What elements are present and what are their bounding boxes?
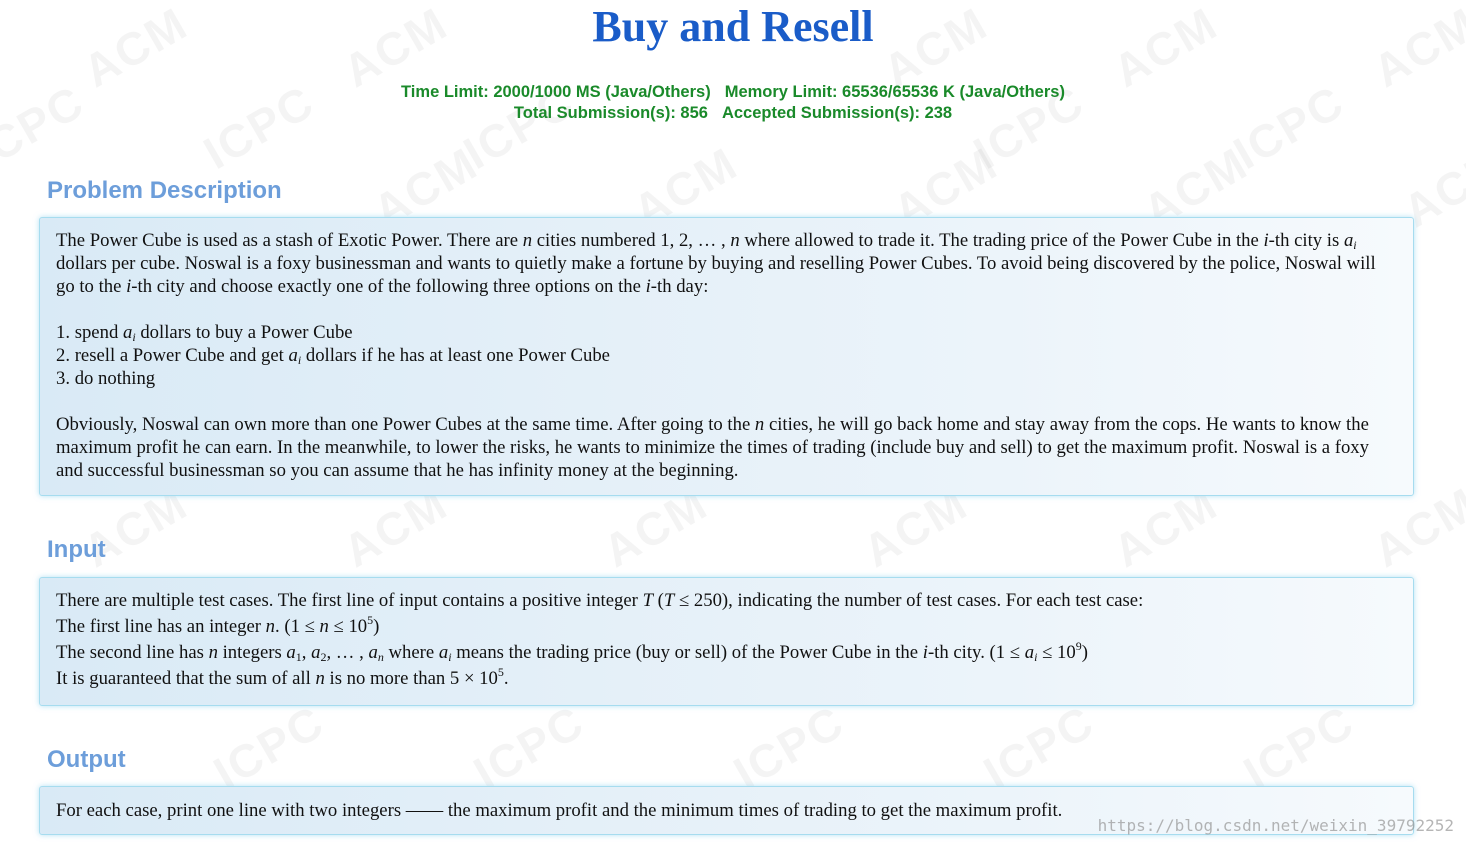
input-line-4: It is guaranteed that the sum of all n is no more than $5 \times 10^5$. — [56, 665, 509, 689]
option-3: 3. do nothing — [56, 368, 156, 389]
description-panel — [39, 217, 1414, 496]
accepted-submissions: Accepted Submission(s): 238 — [721, 104, 953, 122]
description-paragraph-1: The Power Cube is used as a stash of Exotic Power. There are n cities numbered 1, 2, … , n where allowed to trade it. The trading price of the Power Cube in the i-th city is $a_i$ dollars per cube. Noswal is a foxy businessman and wants to quietly make a fortune by buying and reselling Power Cubes. To avoid being discovered by the police, Noswal will go to the i-th city and choose exactly one of the following three options on the i-th day: — [56, 230, 1376, 297]
input-line-1: There are multiple test cases. The first line of input contains a positive integer T (T ≤ 250), indicating the number of test cases. For each test case: — [56, 590, 1144, 611]
input-line-2: The first line has an integer n. $(1 \le n \le 10^5)$ — [56, 613, 380, 637]
description-paragraph-2: Obviously, Noswal can own more than one Power Cubes at the same time. After going to the n cities, he will go back home and stay away from the cops. He wants to know the maximum profit he can earn. In the meanwhile, to lower the risks, he wants to minimize the times of trading (include buy and sell) to get the maximum profit. Noswal is a foxy and successful businessman so you can assume that he has infinity money at the beginning. — [56, 414, 1369, 481]
section-heading-output: Output — [47, 746, 126, 773]
output-text: For each case, print one line with two integers —— the maximum profit and the minimum times of trading to get the maximum profit. — [56, 800, 1063, 821]
memory-limit: Memory Limit: 65536/65536 K (Java/Others) — [724, 83, 1065, 101]
time-limit: Time Limit: 2000/1000 MS (Java/Others) — [401, 83, 711, 101]
watermark-icpc — [464, 694, 593, 800]
limits-row-1 — [0, 82, 1466, 103]
watermark-icpc — [1234, 694, 1363, 800]
problem-title: Buy and Resell — [592, 2, 874, 51]
input-panel — [39, 577, 1414, 706]
option-2: 2. resell a Power Cube and get $a_i$ dollars if he has at least one Power Cube — [56, 345, 610, 367]
option-1: 1. spend $a_i$ dollars to buy a Power Cube — [56, 322, 353, 344]
watermark-icpc — [974, 694, 1103, 800]
limits-row-2 — [0, 103, 1466, 124]
section-heading-input: Input — [47, 536, 106, 563]
input-line-3: The second line has n integers $a_1$, $a_2$, … , $a_n$ where $a_i$ means the trading price (buy or sell) of the Power Cube in the i-th city. $(1 \le a_i \le 10^9)$ — [56, 639, 1088, 664]
total-submissions: Total Submission(s): 856 — [513, 104, 708, 122]
section-heading-description: Problem Description — [47, 177, 282, 204]
problem-limits — [0, 82, 1466, 124]
watermark-icpc — [724, 694, 853, 800]
watermark-icpc — [204, 694, 333, 800]
url-watermark: https://blog.csdn.net/weixin_39792252 — [1097, 816, 1454, 835]
